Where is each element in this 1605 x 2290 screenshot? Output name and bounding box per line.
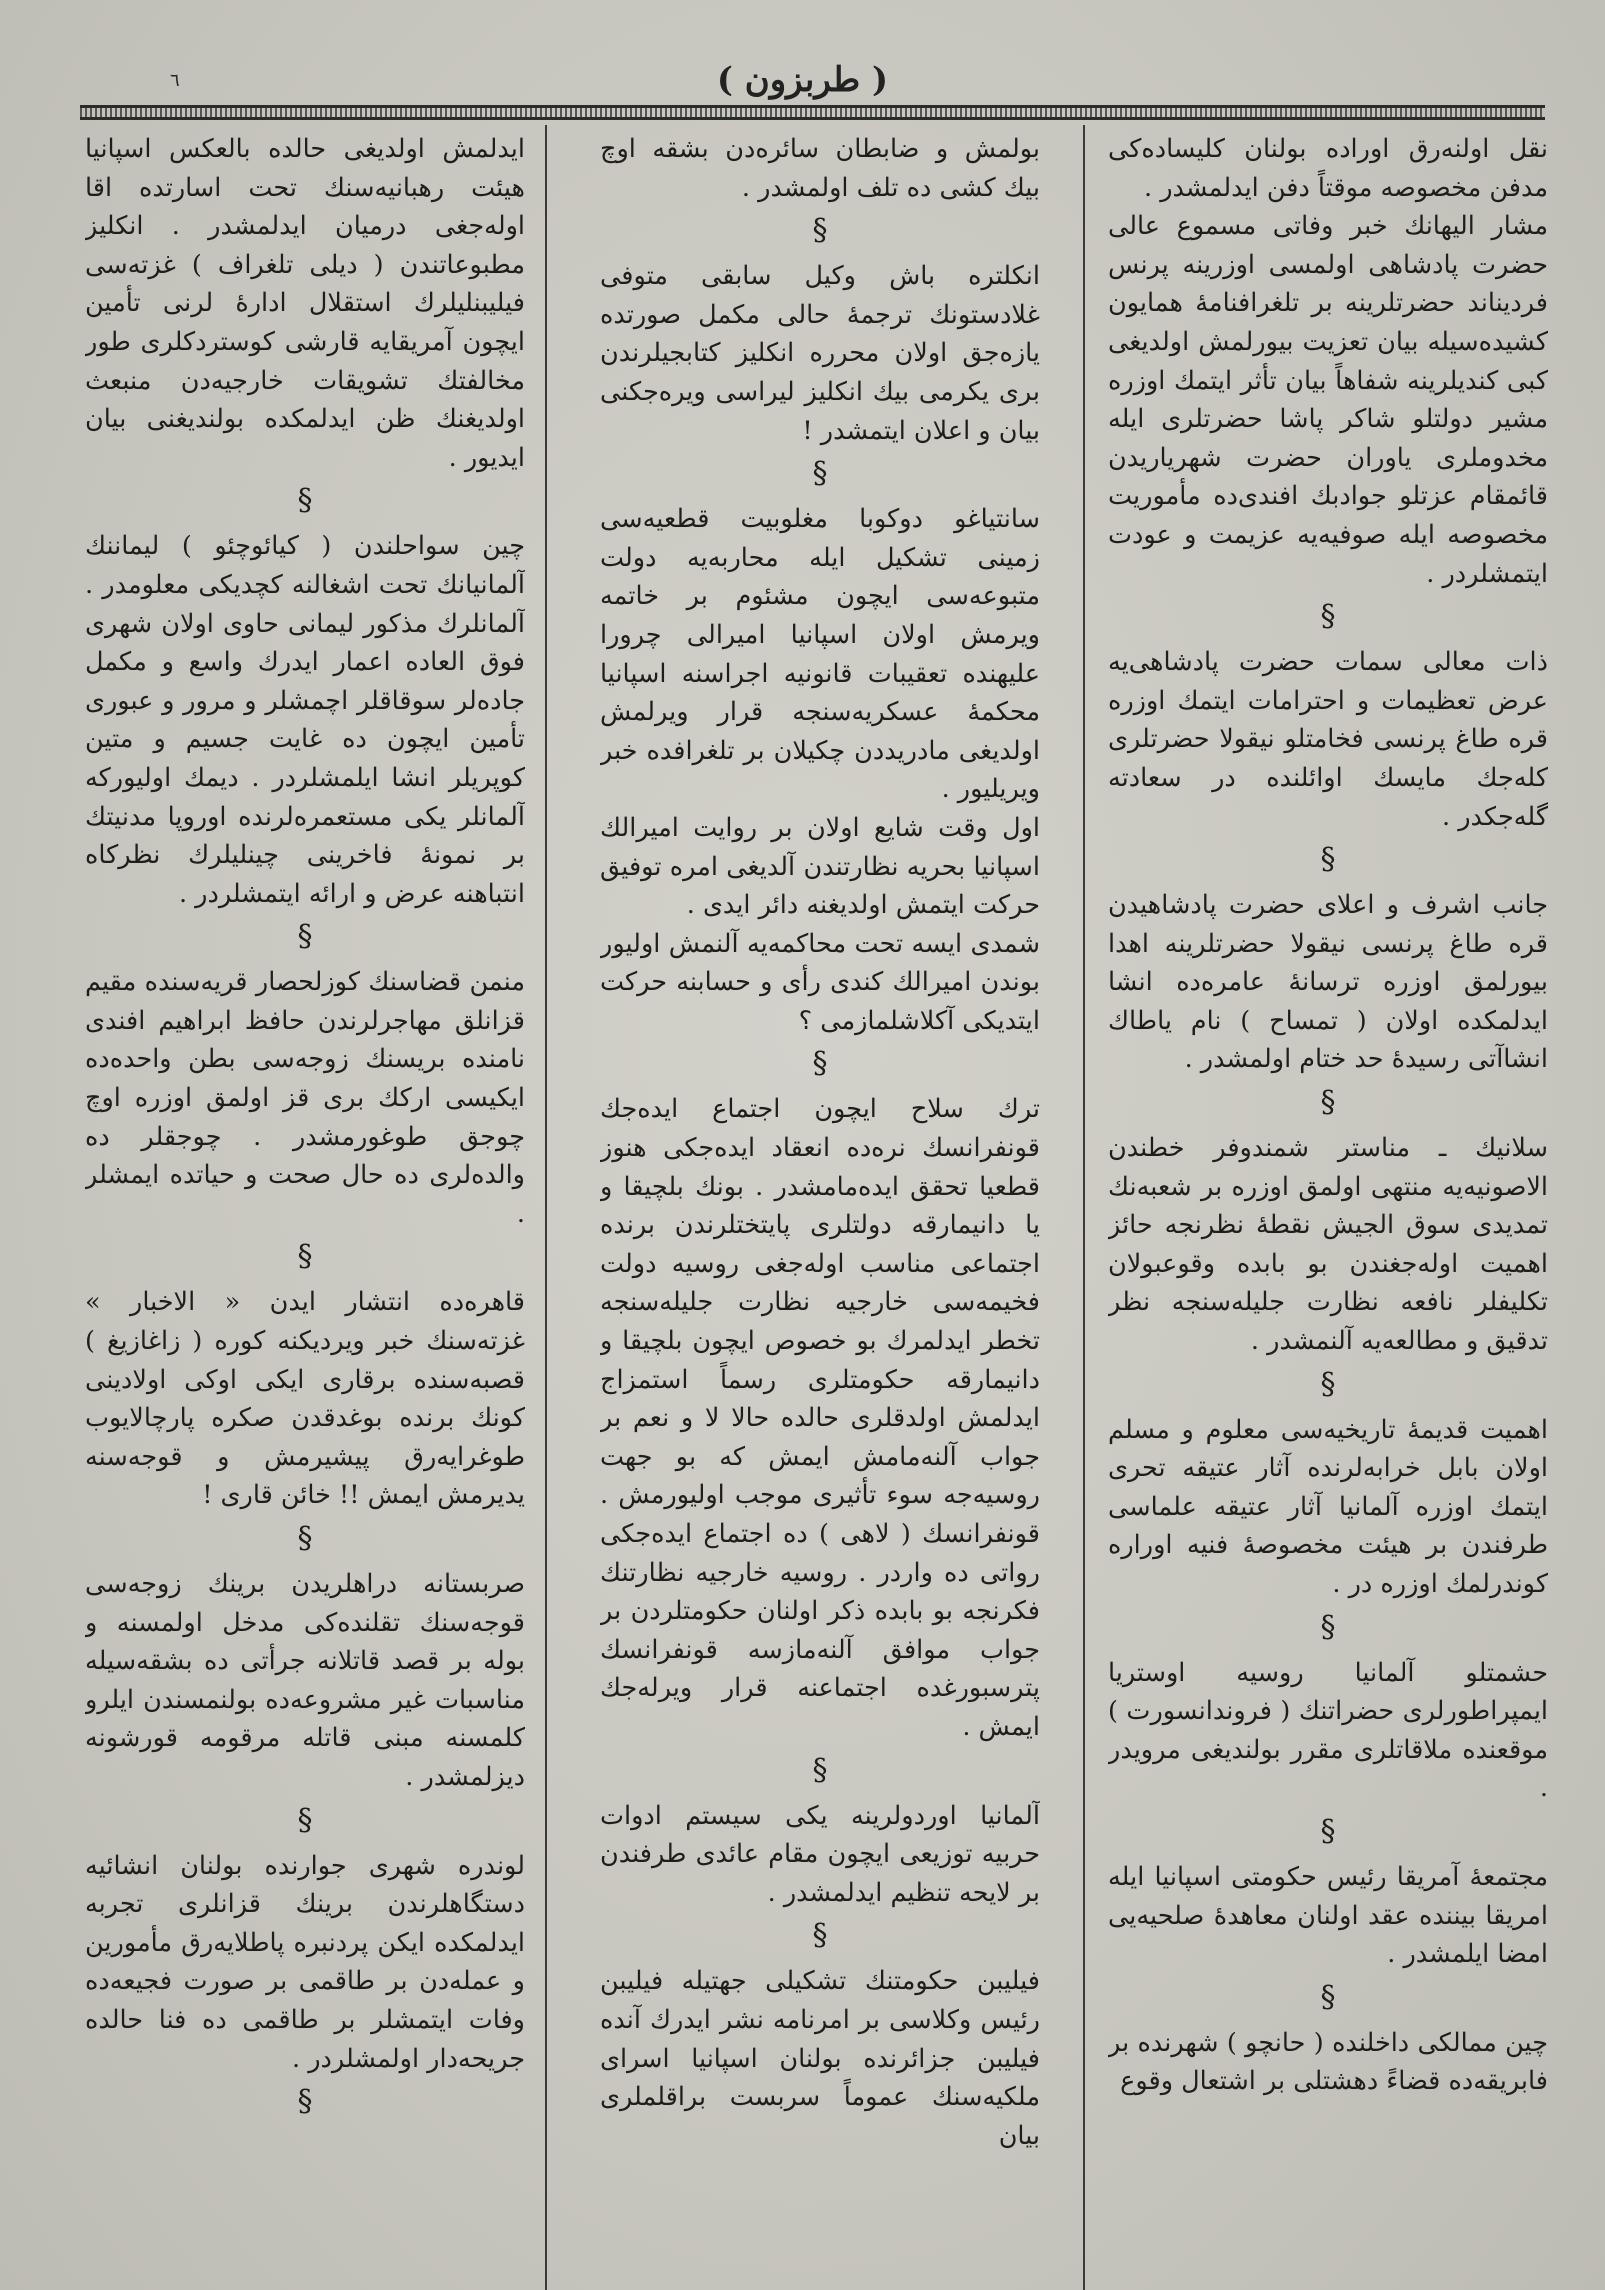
column-middle bbox=[600, 130, 1040, 2280]
section-separator-mark: § bbox=[812, 1752, 828, 1788]
section-separator-mark: § bbox=[812, 1046, 828, 1082]
section-separator-mark: § bbox=[1320, 1979, 1336, 2015]
article-paragraph: بولمش و ضابطان سائره‌دن بشقه اوچ بیك کشی ده تلف اولمشدر . bbox=[600, 134, 1040, 203]
section-separator-mark: § bbox=[297, 1802, 313, 1838]
article-paragraph: فیلیبن حکومتنك تشکیلی جهتیله فیلیبن رئیس وکلاسی بر امرنامه نشر ایدرك آنده فیلیبن جزائرنده بولنان اسپانیا اسرای ملکیه‌سنك عموماً سربست براقلملری بیان bbox=[600, 1966, 1040, 2151]
article-paragraph: لوندره شهری جوارنده بولنان انشائیه دستگاهلرندن برینك قزانلری تجربه ایدلمکده ایکن پردنبره پاطلایه‌رق مأمورین و عمله‌دن بر طاقمی بر صورت فجیعه‌ده وفات ایتمشلر بر طاقمی ده فنا حالده جریحه‌دار اولمشلردر . bbox=[85, 1850, 525, 2074]
section-separator-mark: § bbox=[1320, 1813, 1336, 1849]
column-right bbox=[1108, 130, 1548, 2280]
article-paragraph: جانب اشرف و اعلای حضرت پادشاهیدن قره طاغ پرنسی نیقولا حضرتلرینه اهدا بیورلمق اوزره ترسانهٔ عامره‌ده انشا ایدلمکده اولان ( تمساح ) نام یاطاك انشاآتی رسیدهٔ حد ختام اولمشدر . bbox=[1108, 890, 1548, 1075]
article-paragraph: ترك سلاح ایچون اجتماع ایده‌جك قونفرانسك نره‌ده انعقاد ایده‌جکی هنوز قطعیا تحقق ایده‌مامشدر . بونك بلچیقا و یا دانیمارقه دولتلری پایتختلرندن برنده اجتماعی مناسب اوله‌جغی روسیه دولت فخیمه‌سی خارجیه نظارت جلیله‌سنجه تخطر ایدلمرك بو خصوص ایچون بلچیقا و دانیمارقه حکومتلری رسماً استمزاج ایدلمش اولدقلری حالده حالا لا و نعم بر جواب آلنه‌مامش ایمش که بو جهت روسیه‌جه سوء تأثیری موجب اولیورمش . قونفرانسك ( لاهی ) ده اجتماع ایده‌جکی رواتی ده واردر . روسیه خارجیه نظارتنك فکرنجه بو بابده ذکر اولنان حکومتلردن بر جواب موافق آلنه‌مازسه قونفرانسك پترسبورغده اجتماعنه قرار ویرله‌جك ایمش . bbox=[600, 1094, 1040, 1742]
section-separator-mark: § bbox=[812, 213, 828, 249]
article-paragraph: اول وقت شایع اولان بر روایت امیرالك اسپانیا بحریه نظارتندن آلدیغی امره توفیق حرکت ایتمش اولدیغنه دائر ایدی . bbox=[600, 812, 1040, 921]
section-separator-mark: § bbox=[1320, 1609, 1336, 1645]
article-paragraph: مجتمعهٔ آمریقا رئیس حکومتی اسپانیا ایله امریقا بیننده عقد اولنان معاهدهٔ صلحیه‌یی امضا ایلمشدر . bbox=[1108, 1861, 1548, 1970]
section-separator-mark: § bbox=[297, 2084, 313, 2120]
article-paragraph: ایدلمش اولدیغی حالده بالعکس اسپانیا هیئت رهبانیه‌سنك تحت اسارتده اقا اوله‌جغی درمیان ایدلمشدر . انکلیز مطبوعاتندن ( دیلی تلغراف ) غزته‌سی فیلیبنلیلرك استقلال ادارهٔ لرنی تأمین ایچون آمریقایه قارشی کوستردکلری طور مخالفتك تشویقات خارجیه‌دن منبعث اولدیغنك ظن ایدلمکده بولندیغنی بیان ایدیور . bbox=[85, 134, 525, 473]
column-divider-left bbox=[545, 125, 547, 2290]
article-paragraph: مشار الیهانك خبر وفاتی مسموع عالی‌ حضرت پادشاهی اولمسی اوزرینه پرنس فردیناند حضرتلرینه بر تلغرافنامهٔ همایون کشیده‌سیله بیان تعزیت بیورلمش اولدیغی کبی کندیلرینه شفاهاً بیان تأثر ایتمك اوزره مشیر دولتلو شاکر پاشا حضرتلری ایله مخدوملری یاوران حضرت شهریاریدن قائمقام عزتلو جوادبك افندی‌ده مأموریت مخصوصه ایله صوفیه‌یه عزیمت و عودت ایتمشلردر . bbox=[1108, 211, 1548, 589]
article-paragraph: سانتیاغو دوکوبا مغلوبیت قطعیه‌سی زمینی تشکیل ایله محاربه‌یه دولت متبوعه‌سی ایچون مشئوم بر خاتمه ویرمش اولان اسپانیا امیرالی چرورا علیهنده تعقیبات قانونیه اجراسنه اسپانیا محکمهٔ عسکریه‌سنجه قرار ویرلمش اولدیغی مادریددن چکیلان بر تلغرافده خبر ویریلیور . bbox=[600, 504, 1040, 805]
column-divider-right bbox=[1083, 125, 1085, 2290]
section-separator-mark: § bbox=[1320, 842, 1336, 878]
article-paragraph: قاهره‌ده انتشار ایدن « الاخبار » غزته‌سنك خبر ویردیکنه کوره ( زاغازیغ ) قصبه‌سنده برقاری ایکی اوکی اولادینی کونك برنده بوغدقدن صکره پارچالایوب طوغرایه‌رق پیشیرمش و قوجه‌سنه یدیرمش ایمش !! خائن قاری ! bbox=[85, 1287, 525, 1511]
section-separator-mark: § bbox=[1320, 1366, 1336, 1402]
section-separator-mark: § bbox=[297, 1521, 313, 1556]
article-paragraph: آلمانیا اوردولرینه یکی سیستم ادوات حربیه توزیعی ایچون مقام عائدی طرفندن بر لایحه تنظیم ایدلمشدر . bbox=[600, 1800, 1040, 1908]
section-separator-mark: § bbox=[297, 483, 313, 519]
article-paragraph: منمن قضاسنك کوزلحصار قریه‌سنده مقیم قزانلق مهاجرلرندن حافظ ابراهیم افندی نامنده‌ بریسنك زوجه‌سی بطن واحده‌ده ایکیسی ارکك بری قز اولمق اوزره اوچ چوجق طوغورمشدر . چوجقلر ده والده‌لری ده حال صحت و حیاتده ایمشلر . bbox=[85, 967, 525, 1229]
section-separator-mark: § bbox=[297, 1239, 313, 1275]
section-separator-mark: § bbox=[812, 456, 828, 492]
article-paragraph: شمدی ایسه تحت محاکمه‌یه آلنمش اولیور بوندن امیرالك کندی رأی و حسابنه حرکت ایتدیکی آکلاشلمازمی ؟ bbox=[600, 928, 1040, 1036]
article-paragraph: سلانیك ـ مناستر شمندوفر خطندن الاصونیه‌یه منتهی اولمق اوزره بر شعبه‌نك تمدیدی سوق الجیش نقطهٔ نظرنجه حائز اهمیت اوله‌جغندن بو بابده وقوعبولان تکلیفلر نافعه نظارت جلیله‌سنجه نظر تدقیق و مطالعه‌یه آلنمشدر . bbox=[1108, 1133, 1548, 1357]
article-paragraph: ذات معالی سمات حضرت پادشاهی‌یه عرض تعظیمات و احترامات ایتمك اوزره قره طاغ پرنسی فخامتلو نیقولا حضرتلری کله‌جك مایسك اوائلنده‌ در سعادته گله‌جکدر . bbox=[1108, 647, 1548, 832]
article-paragraph: چین ممالکی داخلنده ( حانچو ) شهرنده بر فابریقه‌ده قضاءً دهشتلی بر اشتعال وقوع bbox=[1108, 2027, 1548, 2097]
section-separator-mark: § bbox=[1320, 599, 1336, 635]
section-separator-mark: § bbox=[812, 1918, 828, 1954]
column-left bbox=[85, 130, 525, 2280]
article-paragraph: اهمیت قدیمهٔ تاریخیه‌سی معلوم و مسلم اولان بابل خرابه‌لرنده آثار عتیقه تحری ایتمك اوزره آلمانیا آثار عتیقه علماسی طرفندن بر هیئت مخصوصهٔ فنیه اوراره کوندرلمك اوزره در . bbox=[1108, 1414, 1548, 1599]
newspaper-title: ( طربزون ) bbox=[716, 60, 889, 100]
section-separator-mark: § bbox=[1320, 1085, 1336, 1121]
article-paragraph: صربستانه دراهلریدن برینك زوجه‌سی قوجه‌سنك تقلنده‌کی مدخل اولمسنه و بوله بر قصد قاتلانه جرأتی ده بشقه‌سیله مناسبات غیر مشروعه‌ده بولنمسندن ایلرو کلمسنه مبنی قاتله مرقومه قورشونه دیزلمشدر . bbox=[85, 1569, 525, 1792]
article-paragraph: نقل اولنه‌رق اوراده بولنان کلیساده‌کی مدفن مخصوصه موقتاً دفن ایدلمشدر . bbox=[1108, 134, 1548, 203]
article-paragraph: انکلتره باش وکیل سابقی متوفی غلادستونك ترجمهٔ حالی مکمل صورتده یازه‌جق اولان محرره انکلیز کتابجیلرندن بری یکرمی بیك انکلیز لیراسی ویره‌جکنی بیان و اعلان ایتمشدر ! bbox=[600, 261, 1040, 446]
article-paragraph: چین سواحلندن ( کیائوچئو ) لیماننك آلمانیانك تحت اشغالنه کچدیکی معلومدر . آلمانلرك مذکور لیمانی حاوی اولان شهری فوق العاده اعمار ایدرك واسع و مکمل جاده‌لر سوقاقلر اچمشلر و مرور و عبوری تأمین ایچون ده غایت جسیم و متین کوپریلر انشا ایلمشلردر . دیمك اولیورکه آلمانلر یکی مستعمره‌لرنده اوروپا مدنیتك بر نمونهٔ فاخرینی چینلیلرك نظرکاه انتباهنه عرض و ارائه ایتمشلردر . bbox=[85, 531, 525, 909]
page-number: ٦ bbox=[170, 70, 180, 91]
section-separator-mark: § bbox=[297, 919, 313, 955]
header-rule bbox=[80, 105, 1545, 120]
article-paragraph: حشمتلو آلمانیا روسیه اوستریا ایمپراطورلری حضراتنك ( فروندانسورت ) موقعنده ملاقاتلری مقرر بولندیغی مرویدر . bbox=[1108, 1657, 1548, 1804]
